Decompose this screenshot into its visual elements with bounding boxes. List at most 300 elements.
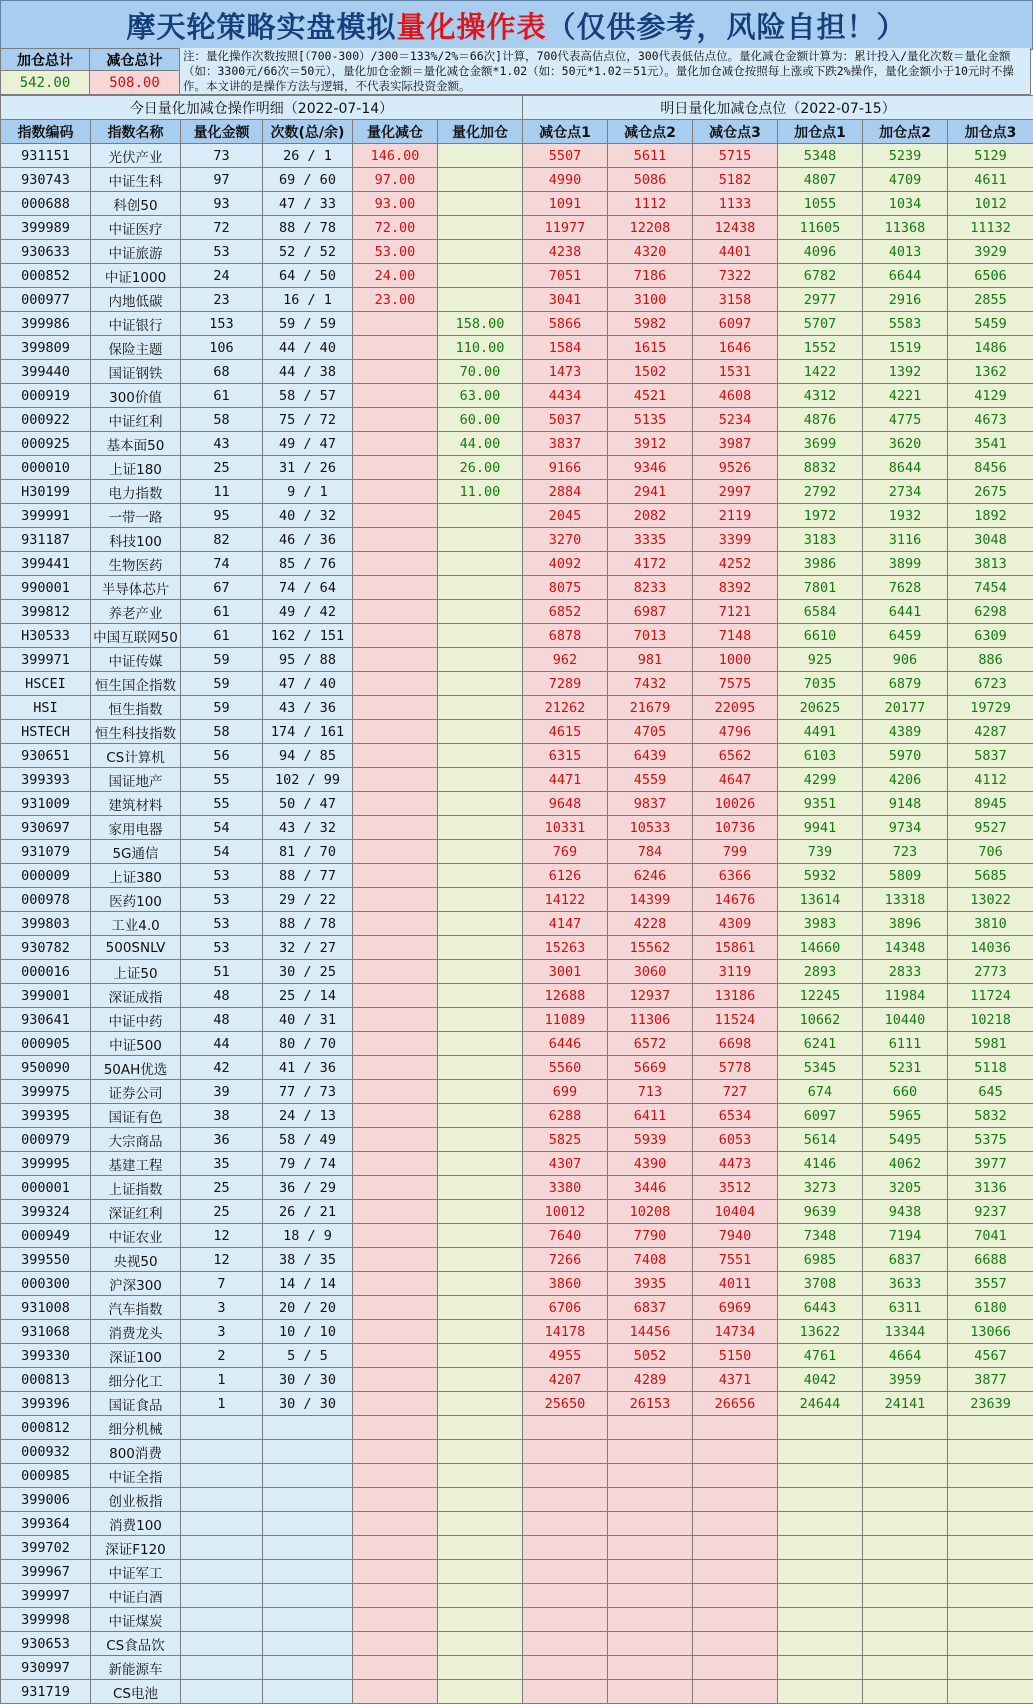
quant-reduce-cell <box>353 1248 438 1272</box>
table-row <box>1 984 1033 1008</box>
add-point-2-cell: 9734 <box>863 816 948 840</box>
reduce-point-2-cell <box>608 1608 693 1632</box>
quant-amount-cell: 1 <box>181 1368 263 1392</box>
table-row <box>1 144 1033 168</box>
table-row <box>1 744 1033 768</box>
reduce-point-3-cell: 11524 <box>693 1008 778 1032</box>
add-point-1-cell: 6241 <box>778 1032 863 1056</box>
reduce-point-3-cell: 4401 <box>693 240 778 264</box>
quant-add-cell <box>438 1464 523 1488</box>
add-point-1-cell: 9639 <box>778 1200 863 1224</box>
reduce-point-1-cell: 8075 <box>523 576 608 600</box>
table-row <box>1 1080 1033 1104</box>
quant-add-cell <box>438 1152 523 1176</box>
reduce-point-3-cell <box>693 1536 778 1560</box>
reduce-point-3-cell: 13186 <box>693 984 778 1008</box>
quant-reduce-cell <box>353 720 438 744</box>
reduce-point-2-cell <box>608 1512 693 1536</box>
count-total-remaining-cell: 94 / 85 <box>263 744 353 768</box>
quant-amount-cell: 43 <box>181 432 263 456</box>
add-point-2-cell: 5239 <box>863 144 948 168</box>
table-row <box>1 624 1033 648</box>
table-row <box>1 1344 1033 1368</box>
add-point-3-cell: 13022 <box>948 888 1033 912</box>
table-row <box>1 312 1033 336</box>
index-name-cell: 消费龙头 <box>91 1320 181 1344</box>
col-header: 量化加仓 <box>438 120 523 144</box>
add-point-3-cell: 6506 <box>948 264 1033 288</box>
add-point-3-cell: 706 <box>948 840 1033 864</box>
add-point-1-cell: 2977 <box>778 288 863 312</box>
count-total-remaining-cell: 77 / 73 <box>263 1080 353 1104</box>
table-row <box>1 1680 1033 1704</box>
index-name-cell: 消费100 <box>91 1512 181 1536</box>
quant-add-cell: 63.00 <box>438 384 523 408</box>
add-point-1-cell: 4096 <box>778 240 863 264</box>
index-code-cell: 931009 <box>1 792 91 816</box>
index-code-cell: 399975 <box>1 1080 91 1104</box>
add-point-1-cell <box>778 1488 863 1512</box>
reduce-point-2-cell: 4559 <box>608 768 693 792</box>
reduce-point-3-cell: 9526 <box>693 456 778 480</box>
reduce-point-2-cell: 4289 <box>608 1368 693 1392</box>
table-row <box>1 672 1033 696</box>
table-row <box>1 1488 1033 1512</box>
reduce-point-1-cell: 4955 <box>523 1344 608 1368</box>
quant-reduce-cell <box>353 744 438 768</box>
add-point-3-cell: 5685 <box>948 864 1033 888</box>
table-row <box>1 456 1033 480</box>
add-point-1-cell: 10662 <box>778 1008 863 1032</box>
reduce-point-1-cell <box>523 1512 608 1536</box>
quant-amount-cell: 3 <box>181 1296 263 1320</box>
index-code-cell: 399812 <box>1 600 91 624</box>
add-point-3-cell: 13066 <box>948 1320 1033 1344</box>
add-point-1-cell <box>778 1464 863 1488</box>
reduce-point-2-cell: 4390 <box>608 1152 693 1176</box>
table-row <box>1 936 1033 960</box>
index-name-cell: 汽车指数 <box>91 1296 181 1320</box>
reduce-point-2-cell: 8233 <box>608 576 693 600</box>
reduce-point-1-cell: 4238 <box>523 240 608 264</box>
quant-amount-cell: 82 <box>181 528 263 552</box>
reduce-point-2-cell <box>608 1584 693 1608</box>
quant-add-cell <box>438 192 523 216</box>
table-row <box>1 1464 1033 1488</box>
index-name-cell: 5G通信 <box>91 840 181 864</box>
reduce-point-2-cell: 5611 <box>608 144 693 168</box>
reduce-point-1-cell: 21262 <box>523 696 608 720</box>
quant-amount-cell: 53 <box>181 240 263 264</box>
add-point-3-cell <box>948 1560 1033 1584</box>
index-code-cell: 931068 <box>1 1320 91 1344</box>
table-row <box>1 600 1033 624</box>
quant-amount-cell: 54 <box>181 816 263 840</box>
quant-reduce-cell <box>353 768 438 792</box>
add-point-1-cell: 4491 <box>778 720 863 744</box>
quant-amount-cell: 59 <box>181 648 263 672</box>
add-point-2-cell <box>863 1632 948 1656</box>
reduce-point-2-cell: 784 <box>608 840 693 864</box>
table-row <box>1 576 1033 600</box>
reduce-point-1-cell: 25650 <box>523 1392 608 1416</box>
add-point-2-cell: 6644 <box>863 264 948 288</box>
quant-amount-cell: 48 <box>181 984 263 1008</box>
quant-reduce-cell <box>353 1608 438 1632</box>
add-point-2-cell: 1519 <box>863 336 948 360</box>
reduce-point-1-cell: 5825 <box>523 1128 608 1152</box>
count-total-remaining-cell: 26 / 1 <box>263 144 353 168</box>
quant-amount-cell: 61 <box>181 624 263 648</box>
index-name-cell: 深证F120 <box>91 1536 181 1560</box>
add-point-2-cell: 10440 <box>863 1008 948 1032</box>
add-point-1-cell: 5345 <box>778 1056 863 1080</box>
quant-add-cell <box>438 504 523 528</box>
quant-reduce-cell <box>353 1320 438 1344</box>
add-point-3-cell <box>948 1584 1033 1608</box>
quant-amount-cell: 7 <box>181 1272 263 1296</box>
quant-reduce-cell <box>353 504 438 528</box>
quant-amount-cell: 35 <box>181 1152 263 1176</box>
quant-add-cell <box>438 1344 523 1368</box>
reduce-point-2-cell <box>608 1680 693 1704</box>
table-row <box>1 1200 1033 1224</box>
reduce-point-1-cell <box>523 1632 608 1656</box>
index-name-cell: 中证传媒 <box>91 648 181 672</box>
add-point-3-cell: 6688 <box>948 1248 1033 1272</box>
table-row <box>1 360 1033 384</box>
table-row <box>1 1056 1033 1080</box>
index-code-cell: 000905 <box>1 1032 91 1056</box>
add-point-3-cell <box>948 1536 1033 1560</box>
index-code-cell: 399440 <box>1 360 91 384</box>
add-point-1-cell: 1552 <box>778 336 863 360</box>
add-point-2-cell <box>863 1488 948 1512</box>
add-point-1-cell: 6443 <box>778 1296 863 1320</box>
quant-amount-cell <box>181 1560 263 1584</box>
add-point-1-cell: 11605 <box>778 216 863 240</box>
index-code-cell: 931079 <box>1 840 91 864</box>
index-name-cell: 50AH优选 <box>91 1056 181 1080</box>
add-point-3-cell: 2773 <box>948 960 1033 984</box>
add-point-1-cell: 4299 <box>778 768 863 792</box>
reduce-point-2-cell: 4521 <box>608 384 693 408</box>
index-code-cell: 931008 <box>1 1296 91 1320</box>
reduce-point-1-cell: 9648 <box>523 792 608 816</box>
index-name-cell: 国证钢铁 <box>91 360 181 384</box>
reduce-point-1-cell: 10012 <box>523 1200 608 1224</box>
add-point-2-cell: 4775 <box>863 408 948 432</box>
quant-reduce-cell <box>353 648 438 672</box>
quant-reduce-cell <box>353 1296 438 1320</box>
quant-amount-cell: 3 <box>181 1320 263 1344</box>
add-point-1-cell: 739 <box>778 840 863 864</box>
add-point-3-cell <box>948 1680 1033 1704</box>
index-code-cell: 000978 <box>1 888 91 912</box>
add-point-1-cell: 4042 <box>778 1368 863 1392</box>
quant-reduce-cell <box>353 1128 438 1152</box>
reduce-point-2-cell <box>608 1488 693 1512</box>
section-tomorrow: 明日量化加减仓点位（2022-07-15） <box>523 96 1033 120</box>
quant-add-cell: 11.00 <box>438 480 523 504</box>
quant-amount-cell: 23 <box>181 288 263 312</box>
index-code-cell: H30533 <box>1 624 91 648</box>
reduce-point-1-cell: 6315 <box>523 744 608 768</box>
quant-add-cell <box>438 648 523 672</box>
quant-reduce-cell <box>353 1152 438 1176</box>
reduce-point-3-cell: 6053 <box>693 1128 778 1152</box>
reduce-point-2-cell: 9346 <box>608 456 693 480</box>
quant-add-cell <box>438 1416 523 1440</box>
quant-add-cell <box>438 1320 523 1344</box>
quant-amount-cell: 25 <box>181 1176 263 1200</box>
quant-reduce-cell <box>353 1032 438 1056</box>
add-point-1-cell: 6610 <box>778 624 863 648</box>
index-name-cell: 深证红利 <box>91 1200 181 1224</box>
index-name-cell: 中证农业 <box>91 1224 181 1248</box>
section-today: 今日量化加减仓操作明细（2022-07-14） <box>1 96 523 120</box>
reduce-point-1-cell: 1091 <box>523 192 608 216</box>
table-row <box>1 1320 1033 1344</box>
index-name-cell: 国证食品 <box>91 1392 181 1416</box>
add-point-3-cell <box>948 1608 1033 1632</box>
reduce-point-2-cell: 3912 <box>608 432 693 456</box>
quant-amount-cell <box>181 1416 263 1440</box>
add-point-2-cell: 11984 <box>863 984 948 1008</box>
reduce-point-2-cell: 713 <box>608 1080 693 1104</box>
index-code-cell: 000813 <box>1 1368 91 1392</box>
add-point-1-cell: 5348 <box>778 144 863 168</box>
index-code-cell: 399803 <box>1 912 91 936</box>
index-code-cell: 399393 <box>1 768 91 792</box>
reduce-point-2-cell: 5135 <box>608 408 693 432</box>
quant-amount-cell: 58 <box>181 408 263 432</box>
count-total-remaining-cell <box>263 1632 353 1656</box>
table-row <box>1 1152 1033 1176</box>
count-total-remaining-cell: 81 / 70 <box>263 840 353 864</box>
table-row <box>1 432 1033 456</box>
index-name-cell: 中证红利 <box>91 408 181 432</box>
quant-reduce-cell <box>353 1104 438 1128</box>
index-code-cell: 000016 <box>1 960 91 984</box>
table-row <box>1 240 1033 264</box>
reduce-point-3-cell <box>693 1656 778 1680</box>
reduce-point-2-cell: 4172 <box>608 552 693 576</box>
add-point-2-cell: 14348 <box>863 936 948 960</box>
col-header: 指数编码 <box>1 120 91 144</box>
count-total-remaining-cell: 5 / 5 <box>263 1344 353 1368</box>
table-row <box>1 840 1033 864</box>
index-name-cell: 中证全指 <box>91 1464 181 1488</box>
index-code-cell: 930633 <box>1 240 91 264</box>
count-total-remaining-cell: 52 / 52 <box>263 240 353 264</box>
quant-reduce-cell <box>353 1536 438 1560</box>
index-name-cell: 内地低碳 <box>91 288 181 312</box>
add-point-1-cell <box>778 1512 863 1536</box>
add-point-2-cell: 5231 <box>863 1056 948 1080</box>
quant-amount-cell: 38 <box>181 1104 263 1128</box>
add-point-1-cell: 14660 <box>778 936 863 960</box>
count-total-remaining-cell: 40 / 31 <box>263 1008 353 1032</box>
quant-add-cell <box>438 840 523 864</box>
reduce-point-2-cell: 11306 <box>608 1008 693 1032</box>
reduce-point-2-cell: 6411 <box>608 1104 693 1128</box>
count-total-remaining-cell: 26 / 21 <box>263 1200 353 1224</box>
reduce-point-3-cell: 6097 <box>693 312 778 336</box>
reduce-point-3-cell: 4608 <box>693 384 778 408</box>
index-code-cell: 399989 <box>1 216 91 240</box>
reduce-point-1-cell: 4307 <box>523 1152 608 1176</box>
table-row <box>1 648 1033 672</box>
table-row <box>1 168 1033 192</box>
quant-reduce-cell <box>353 336 438 360</box>
quant-add-cell <box>438 816 523 840</box>
index-code-cell: 399395 <box>1 1104 91 1128</box>
add-point-2-cell: 5965 <box>863 1104 948 1128</box>
count-total-remaining-cell <box>263 1440 353 1464</box>
table-row <box>1 264 1033 288</box>
add-point-1-cell: 6584 <box>778 600 863 624</box>
add-point-3-cell: 5837 <box>948 744 1033 768</box>
quant-add-cell: 26.00 <box>438 456 523 480</box>
count-total-remaining-cell: 95 / 88 <box>263 648 353 672</box>
reduce-point-1-cell: 962 <box>523 648 608 672</box>
reduce-point-2-cell: 10533 <box>608 816 693 840</box>
count-total-remaining-cell: 30 / 25 <box>263 960 353 984</box>
count-total-remaining-cell <box>263 1560 353 1584</box>
index-code-cell: 000977 <box>1 288 91 312</box>
add-point-2-cell: 4664 <box>863 1344 948 1368</box>
quant-add-cell <box>438 1488 523 1512</box>
index-code-cell: 000922 <box>1 408 91 432</box>
reduce-point-3-cell: 5234 <box>693 408 778 432</box>
quant-add-cell <box>438 144 523 168</box>
index-code-cell: 930641 <box>1 1008 91 1032</box>
add-point-3-cell: 4287 <box>948 720 1033 744</box>
reduce-point-1-cell: 4434 <box>523 384 608 408</box>
reduce-point-3-cell: 15861 <box>693 936 778 960</box>
index-name-cell: 科创50 <box>91 192 181 216</box>
reduce-point-1-cell: 7289 <box>523 672 608 696</box>
quant-amount-cell: 11 <box>181 480 263 504</box>
add-point-2-cell: 7628 <box>863 576 948 600</box>
quant-add-cell <box>438 960 523 984</box>
quant-add-cell <box>438 1608 523 1632</box>
table-row <box>1 1392 1033 1416</box>
reduce-point-2-cell: 3446 <box>608 1176 693 1200</box>
add-point-2-cell: 6441 <box>863 600 948 624</box>
quant-add-cell <box>438 1008 523 1032</box>
reduce-point-3-cell <box>693 1488 778 1512</box>
quant-amount-cell: 73 <box>181 144 263 168</box>
reduce-point-2-cell: 10208 <box>608 1200 693 1224</box>
quant-add-cell <box>438 288 523 312</box>
add-point-3-cell: 3929 <box>948 240 1033 264</box>
quant-add-cell <box>438 1176 523 1200</box>
col-header: 量化金额 <box>181 120 263 144</box>
add-point-1-cell: 12245 <box>778 984 863 1008</box>
add-point-1-cell: 6097 <box>778 1104 863 1128</box>
count-total-remaining-cell: 16 / 1 <box>263 288 353 312</box>
reduce-point-3-cell: 10026 <box>693 792 778 816</box>
reduce-point-1-cell: 3041 <box>523 288 608 312</box>
add-point-3-cell: 4567 <box>948 1344 1033 1368</box>
quant-amount-cell: 56 <box>181 744 263 768</box>
reduce-point-1-cell: 15263 <box>523 936 608 960</box>
index-name-cell: 上证50 <box>91 960 181 984</box>
index-name-cell: 创业板指 <box>91 1488 181 1512</box>
reduce-point-2-cell: 3100 <box>608 288 693 312</box>
quant-amount-cell: 48 <box>181 1008 263 1032</box>
reduce-point-1-cell: 7266 <box>523 1248 608 1272</box>
quant-amount-cell <box>181 1488 263 1512</box>
reduce-point-1-cell <box>523 1416 608 1440</box>
quant-reduce-cell <box>353 600 438 624</box>
add-point-1-cell <box>778 1608 863 1632</box>
reduce-point-3-cell: 3987 <box>693 432 778 456</box>
index-name-cell: 工业4.0 <box>91 912 181 936</box>
add-point-3-cell <box>948 1464 1033 1488</box>
add-point-2-cell: 4389 <box>863 720 948 744</box>
add-point-3-cell <box>948 1656 1033 1680</box>
index-code-cell: 931151 <box>1 144 91 168</box>
add-point-3-cell: 7041 <box>948 1224 1033 1248</box>
reduce-point-3-cell: 1000 <box>693 648 778 672</box>
quant-reduce-cell <box>353 1392 438 1416</box>
reduce-point-1-cell: 5560 <box>523 1056 608 1080</box>
reduce-point-3-cell: 4473 <box>693 1152 778 1176</box>
quant-amount-cell: 25 <box>181 1200 263 1224</box>
notes-text: 注：量化操作次数按照[（700-300）/300＝133%/2%＝66次]计算，700代表高估点位，300代表低估点位。量化减仓金额计算为：累计投入/量化次数＝量化金额（如：3300元/66次＝50元），量化加仓金额＝量化减仓金额*1.02（如：50元*1.02＝51元）。量化加仓减仓按照每上涨或下跌2%操作，量化金额小于10元时不操作。本文讲的是操作方法与逻辑，不代表实际投资金额。 <box>179 48 1031 95</box>
reduce-point-2-cell: 6246 <box>608 864 693 888</box>
add-point-1-cell: 3273 <box>778 1176 863 1200</box>
add-point-1-cell: 4876 <box>778 408 863 432</box>
add-point-2-cell: 3959 <box>863 1368 948 1392</box>
reduce-point-2-cell: 2941 <box>608 480 693 504</box>
add-point-2-cell: 6111 <box>863 1032 948 1056</box>
add-point-2-cell: 24141 <box>863 1392 948 1416</box>
index-code-cell: 399702 <box>1 1536 91 1560</box>
index-code-cell: 000949 <box>1 1224 91 1248</box>
reduce-point-1-cell: 4615 <box>523 720 608 744</box>
count-total-remaining-cell: 41 / 36 <box>263 1056 353 1080</box>
index-name-cell: 中证白酒 <box>91 1584 181 1608</box>
quant-amount-cell <box>181 1464 263 1488</box>
add-point-3-cell: 19729 <box>948 696 1033 720</box>
table-row <box>1 1176 1033 1200</box>
count-total-remaining-cell: 64 / 50 <box>263 264 353 288</box>
add-point-1-cell: 1972 <box>778 504 863 528</box>
add-point-2-cell <box>863 1536 948 1560</box>
quant-add-cell <box>438 1368 523 1392</box>
add-point-1-cell <box>778 1536 863 1560</box>
count-total-remaining-cell: 80 / 70 <box>263 1032 353 1056</box>
reduce-point-2-cell <box>608 1560 693 1584</box>
reduce-point-2-cell <box>608 1656 693 1680</box>
index-name-cell: 央视50 <box>91 1248 181 1272</box>
add-point-3-cell: 3048 <box>948 528 1033 552</box>
reduce-point-1-cell: 3270 <box>523 528 608 552</box>
reduce-point-3-cell: 6698 <box>693 1032 778 1056</box>
reduce-point-3-cell: 6562 <box>693 744 778 768</box>
quant-reduce-cell <box>353 1344 438 1368</box>
quant-reduce-cell <box>353 1008 438 1032</box>
add-point-2-cell: 11368 <box>863 216 948 240</box>
add-point-2-cell: 6459 <box>863 624 948 648</box>
index-name-cell: 国证有色 <box>91 1104 181 1128</box>
quant-amount-cell: 2 <box>181 1344 263 1368</box>
add-point-1-cell: 4146 <box>778 1152 863 1176</box>
